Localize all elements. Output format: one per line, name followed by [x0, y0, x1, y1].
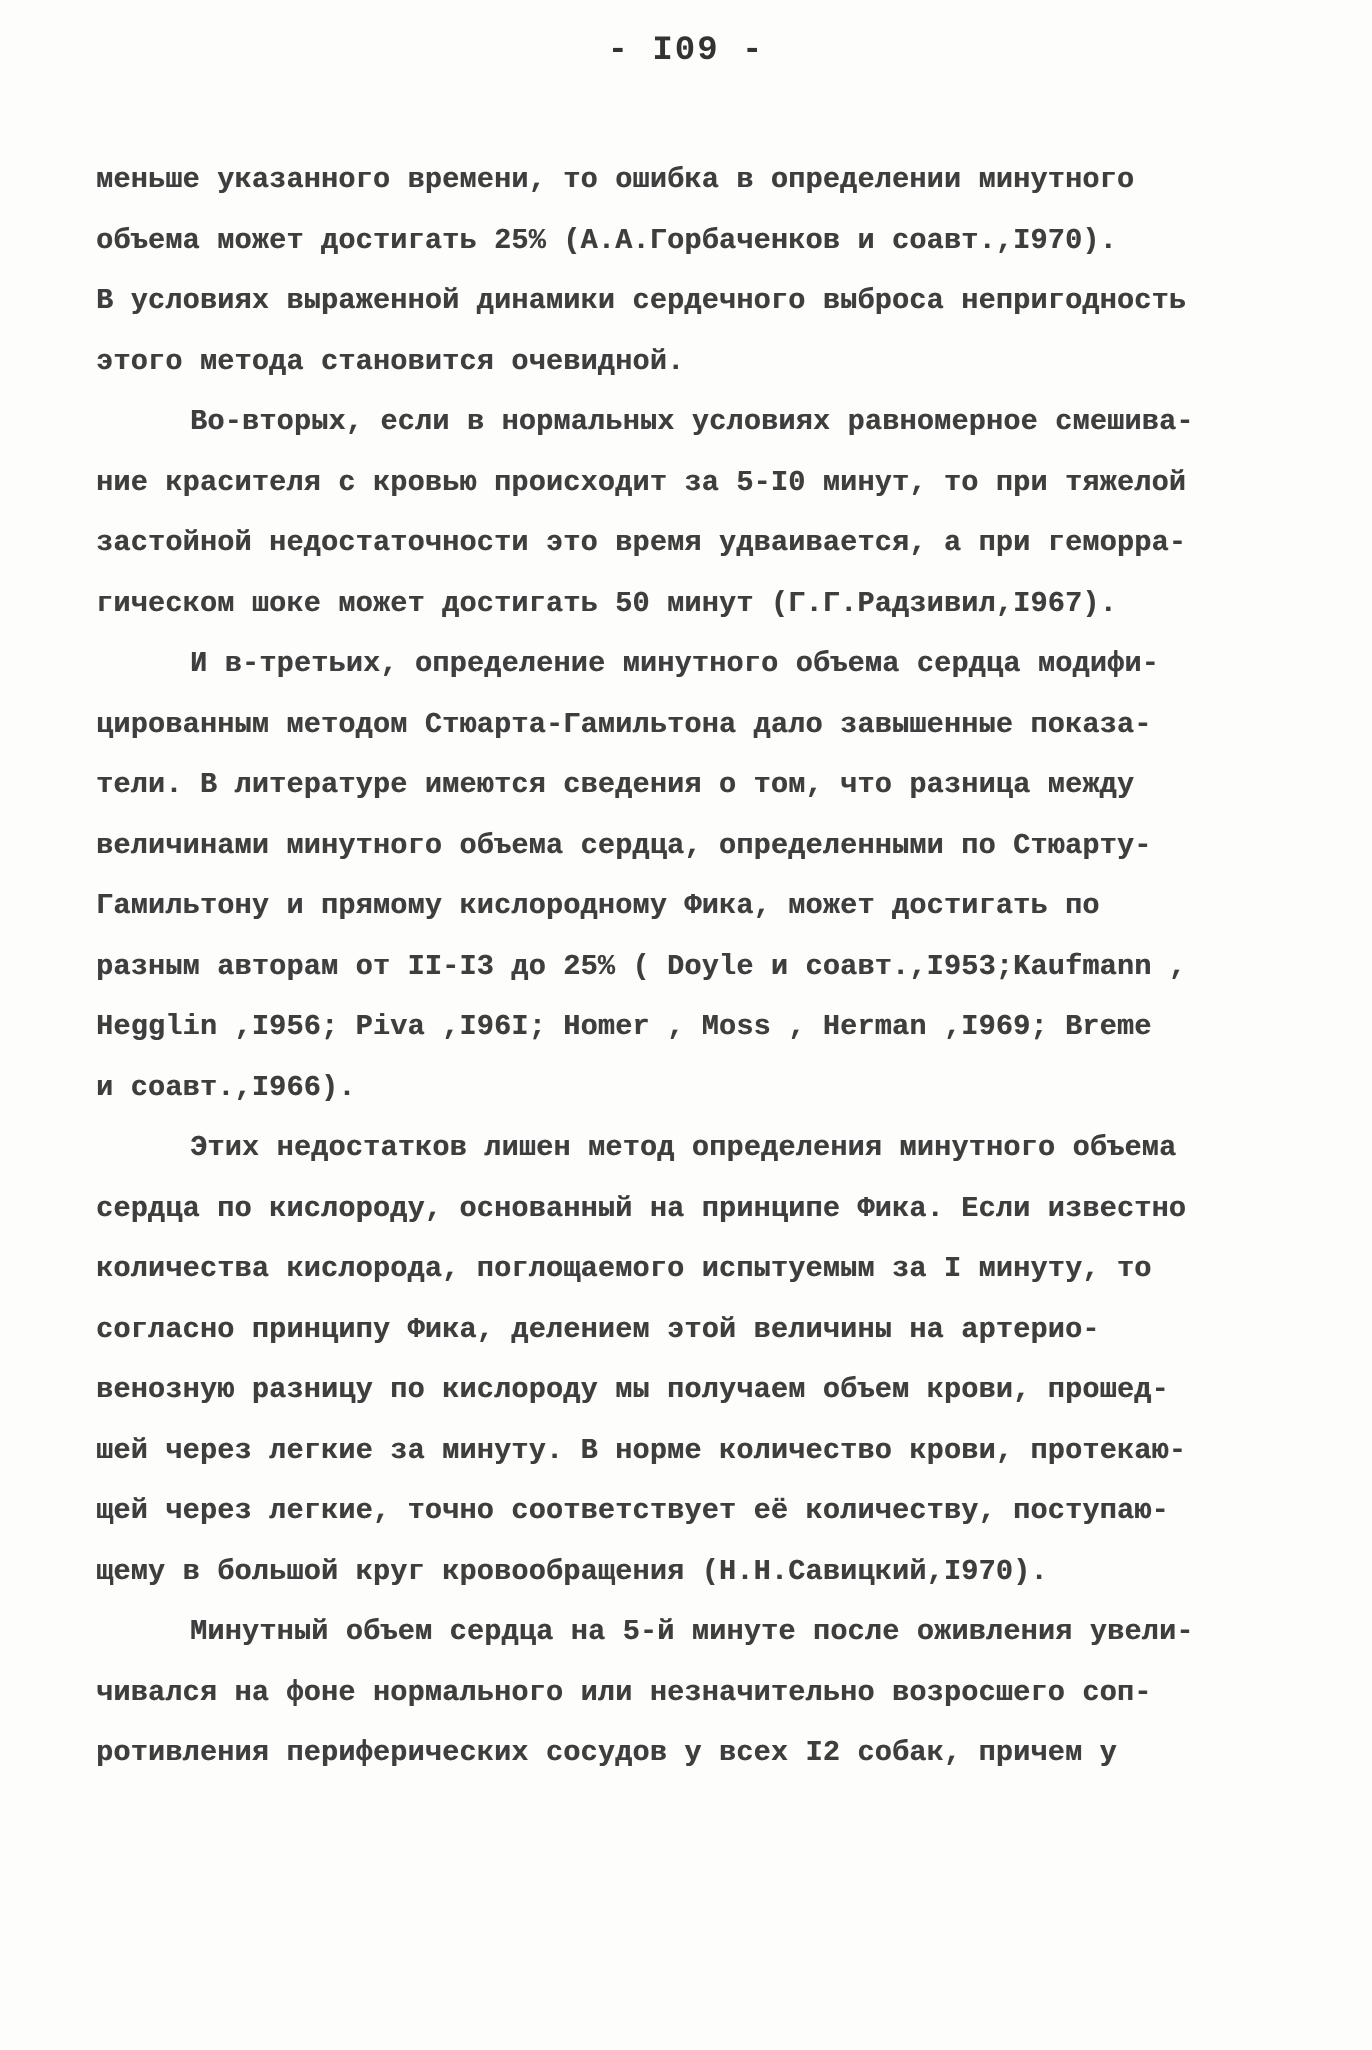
text-line: И в-третьих, определение минутного объема сердца модифи- [190, 647, 1159, 680]
text-line: щей через легкие, точно соответствует её количеству, поступаю- [96, 1494, 1169, 1527]
text-line: Этих недостатков лишен метод определения минутного объема [190, 1131, 1177, 1164]
text-line: и соавт.,I966). [96, 1070, 356, 1104]
text-line: меньше указанного времени, то ошибка в определении минутного [96, 163, 1135, 196]
text-line: щему в большой круг кровообращения (Н.Н.Савицкий,I970). [96, 1554, 1048, 1588]
text-line: чивался на фоне нормального или незначительно возросшего соп- [96, 1675, 1152, 1709]
text-line: разным авторам от II-I3 до 25% ( Doyle и соавт.,I953;Kaufmann , [96, 949, 1187, 983]
text-line: венозную разницу по кислороду мы получаем объем крови, прошед- [96, 1373, 1169, 1406]
text-line: величинами минутного объема сердца, определенными по Стюарту- [96, 828, 1152, 862]
text-line: сердца по кислороду, основанный на принципе Фика. Если известно [96, 1191, 1187, 1225]
text-line: этого метода становится очевидной. [96, 344, 685, 378]
text-line: тели. В литературе имеются сведения о том, что разница между [96, 768, 1135, 801]
text-line: Во-вторых, если в нормальных условиях равномерное смешива- [190, 405, 1194, 438]
text-line: объема может достигать 25% (А.А.Горбаченков и соавт.,I970). [96, 223, 1117, 257]
page-number: - I09 - [607, 32, 765, 70]
text-line: Гамильтону и прямому кислородному Фика, может достигать по [96, 889, 1100, 922]
body-text [96, 150, 1276, 1784]
text-line: количества кислорода, поглощаемого испытуемым за I минуту, то [96, 1252, 1152, 1285]
text-line: шей через легкие за минуту. В норме количество крови, протекаю- [96, 1433, 1187, 1467]
text-line: Hegglin ,I956; Piva ,I96I; Homer , Moss , Herman ,I969; Breme [96, 1010, 1152, 1043]
text-line: согласно принципу Фика, делением этой величины на артерио- [96, 1312, 1100, 1346]
text-line: застойной недостаточности это время удваивается, а при геморра- [96, 526, 1187, 559]
text-line: цированным методом Стюарта-Гамильтона дало завышенные показа- [96, 707, 1152, 741]
text-line: ротивления периферических сосудов у всех I2 собак, причем у [96, 1736, 1117, 1769]
text-line: В условиях выраженной динамики сердечного выброса непригодность [96, 284, 1187, 317]
text-line: ние красителя с кровью происходит за 5-I0 минут, то при тяжелой [96, 465, 1187, 499]
text-line: Минутный объем сердца на 5-й минуте после оживления увели- [190, 1615, 1194, 1648]
text-line: гическом шоке может достигать 50 минут (Г.Г.Радзивил,I967). [96, 586, 1117, 620]
